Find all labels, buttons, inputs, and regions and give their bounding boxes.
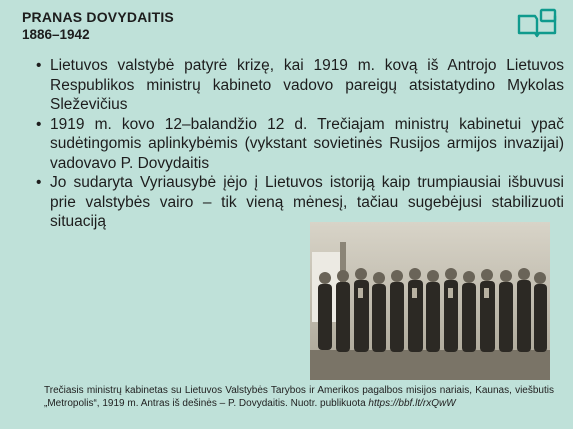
bullet-item: • 1919 m. kovo 12–balandžio 12 d. Trečiajam ministrų kabinetui ypač sudėtingomis aplinkybėmis (vykstant sovietinės Rusijos armijos invazijai) vadovavo P. Dovydaitis xyxy=(50,115,564,174)
open-book-with-chat-icon xyxy=(515,8,559,38)
bullet-list xyxy=(36,56,564,232)
bullet-item: • Jo sudaryta Vyriausybė įėjo į Lietuvos istoriją kaip trumpiausiai išbuvusi prie valstybės vairo – tik vieną mėnesį, tačiau sugebėjusi stabilizuoti situaciją xyxy=(50,173,564,232)
historical-photo xyxy=(310,222,550,380)
bullet-item: • Lietuvos valstybė patyrė krizę, kai 1919 m. kovą iš Antrojo Lietuvos Respublikos ministrų kabineto vadovo pareigų atsistatydino Mykolas Sleževičius xyxy=(50,56,564,115)
page-title: PRANAS DOVYDAITIS xyxy=(22,9,174,25)
life-years: 1886–1942 xyxy=(22,27,90,42)
source-link[interactable]: https://bbf.lt/rxQwW xyxy=(368,397,456,409)
page-header xyxy=(22,8,174,44)
photo-caption xyxy=(44,385,554,410)
caption-text: Trečiasis ministrų kabinetas su Lietuvos Valstybės Tarybos ir Amerikos pagalbos misijos nariais, Kaunas, viešbutis „Metropolis“, 1919 m. Antras iš dešinės – P. Dovydaitis. Nuotr. publikuota xyxy=(44,385,554,409)
